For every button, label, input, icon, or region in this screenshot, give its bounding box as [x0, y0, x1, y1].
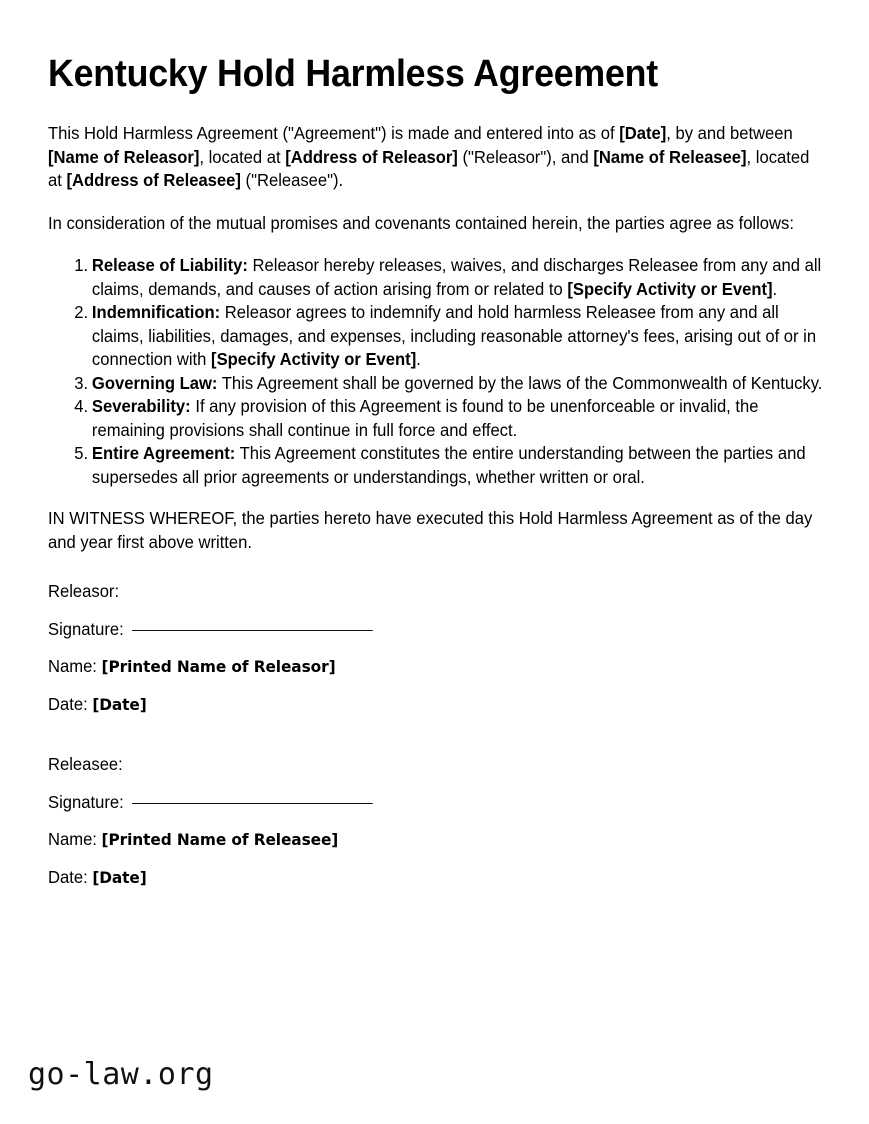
printed-name-value[interactable]: [Printed Name of Releasee] — [101, 830, 339, 849]
witness-paragraph: IN WITNESS WHEREOF, the parties hereto have executed this Hold Harmless Agreement as of the day and year first above written. — [48, 508, 813, 552]
date-row — [48, 866, 788, 890]
footer-site-name: go-law.org — [28, 1057, 214, 1092]
signature-input[interactable] — [132, 803, 373, 804]
signature-label: Signature: — [48, 791, 129, 812]
signature-input[interactable] — [132, 630, 373, 631]
date-value[interactable]: [Date] — [92, 867, 147, 887]
intro-paragraph: This Hold Harmless Agreement ("Agreement") is made and entered into as of [Date], by and between [Name of Releasor], located at [Address of Releasor] ("Releasor"), and [Name of Releasee], located at [Address of Releasee] ("Releasee"). — [48, 123, 810, 190]
date-row — [48, 693, 788, 717]
clause-item: Severability: If any provision of this Agreement is found to be unenforceable or invalid, the remaining provisions shall continue in full force and effect. — [91, 396, 759, 440]
signature-field-row — [48, 618, 788, 642]
printed-name-value[interactable]: [Printed Name of Releasor] — [101, 657, 336, 676]
party-label: Releasor: — [48, 581, 120, 601]
printed-name-row — [48, 828, 788, 852]
page-title: Kentucky Hold Harmless Agreement — [48, 53, 659, 95]
signature-blocks — [48, 580, 823, 889]
date-label: Date: — [48, 866, 93, 887]
signature-label: Signature: — [48, 618, 129, 639]
clauses-section — [48, 254, 823, 489]
clause-item: Governing Law: This Agreement shall be governed by the laws of the Commonwealth of Kentucky. — [91, 372, 823, 393]
party-label: Releasee: — [48, 754, 123, 774]
document-content — [48, 52, 823, 889]
printed-name-label: Name: — [48, 829, 102, 849]
clauses-list — [48, 254, 823, 489]
printed-name-row — [48, 655, 788, 679]
signature-block-spacer — [48, 730, 823, 753]
signature-field-row — [48, 791, 788, 815]
printed-name-label: Name: — [48, 656, 102, 676]
consideration-paragraph: In consideration of the mutual promises and covenants contained herein, the parties agree as follows: — [48, 212, 794, 233]
clause-item: Entire Agreement: This Agreement constitutes the entire understanding between the parties and supersedes all prior agreements or understandings, whether written or oral. — [91, 443, 806, 487]
date-value[interactable]: [Date] — [92, 694, 147, 714]
clause-item: Release of Liability: Releasor hereby releases, waives, and discharges Releasee from any and all claims, demands, and causes of action arising from or related to [Specify Activity or Event]. — [91, 255, 822, 299]
clause-item: Indemnification: Releasor agrees to indemnify and hold harmless Releasee from any and all claims, liabilities, damages, and expenses, including reasonable attorney's fees, arising out of or in connection with [Specify Activity or Event]. — [91, 302, 817, 369]
date-label: Date: — [48, 693, 93, 714]
